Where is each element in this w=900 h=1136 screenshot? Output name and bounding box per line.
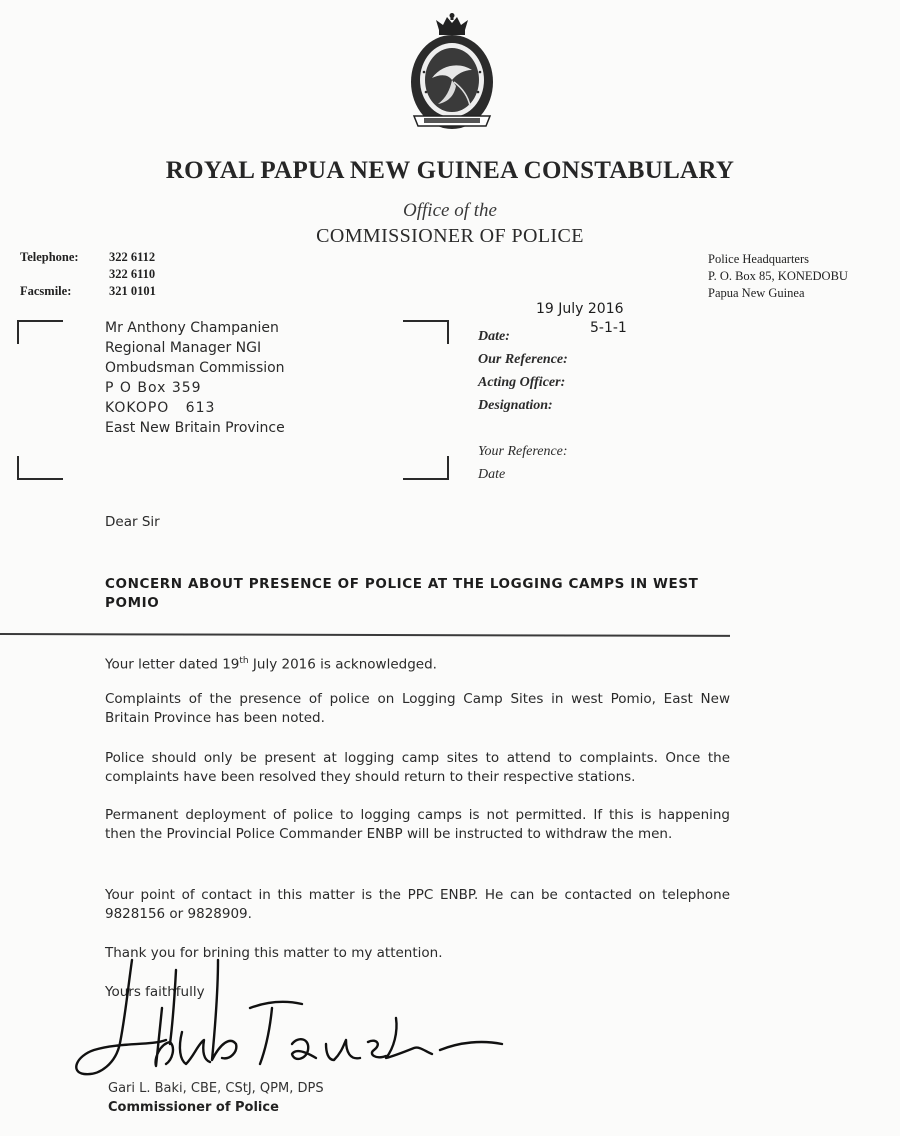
signatory-name: Gari L. Baki, CBE, CStJ, QPM, DPS: [108, 1081, 324, 1096]
your-reference-label: Your Reference:: [478, 444, 568, 459]
telephone-label: Telephone:: [20, 250, 79, 264]
office-of-label: Office of the: [403, 200, 497, 221]
divider-line: [0, 633, 730, 638]
addressee-line: KOKOPO 613: [105, 400, 216, 416]
date-label: Date:: [478, 329, 510, 344]
your-date-label: Date: [478, 467, 506, 482]
facsimile-number: 321 0101: [109, 284, 156, 298]
addressee-line: Mr Anthony Champanien: [105, 320, 279, 336]
salutation: Dear Sir: [105, 514, 160, 530]
addressee-block: [105, 318, 285, 438]
paragraph-complaints: Complaints of the presence of police on Logging Camp Sites in west Pomio, East New Britain Province has been noted.: [105, 691, 730, 726]
telephone-number-1: 322 6112: [109, 250, 156, 264]
paragraph-acknowledgement: [105, 652, 730, 675]
paragraph-police-presence: Police should only be present at logging camp sites to attend to complaints. Once the complaints have been resolved they should return to their respective stations.: [105, 750, 730, 785]
handwritten-signature: [70, 948, 510, 1098]
constabulary-crest-logo: [402, 12, 502, 140]
address-window-corner-top-left: [17, 320, 63, 344]
address-window-corner-bottom-left: [17, 456, 63, 480]
organisation-title: ROYAL PAPUA NEW GUINEA CONSTABULARY: [165, 157, 735, 184]
hq-address-line-1: Police Headquarters: [708, 252, 810, 266]
paragraph-deployment: Permanent deployment of police to logging camps is not permitted. If this is happening then the Provincial Police Commander ENBP will be instructed to withdraw the men.: [105, 807, 730, 842]
p1-ordinal-suffix: th: [239, 656, 249, 666]
addressee-line: P O Box 359: [105, 380, 202, 396]
p1-text-end: July 2016 is acknowledged.: [248, 656, 437, 673]
address-window-corner-top-right: [403, 320, 449, 344]
facsimile-label: Facsmile:: [20, 284, 72, 298]
paragraph-contact: Your point of contact in this matter is the PPC ENBP. He can be contacted on telephone 9828156 or 9828909.: [105, 887, 730, 922]
p1-text-start: Your letter dated 19: [105, 656, 240, 673]
paragraph-thanks: Thank you for brining this matter to my attention.: [105, 945, 443, 961]
our-reference-value: 5-1-1: [590, 320, 627, 336]
signatory-title: Commissioner of Police: [108, 1100, 279, 1115]
office-name: COMMISSIONER OF POLICE: [316, 225, 584, 247]
address-window-corner-bottom-right: [403, 456, 449, 480]
addressee-line: East New Britain Province: [105, 420, 285, 436]
addressee-line: Regional Manager NGI: [105, 340, 262, 356]
hq-address-line-2: P. O. Box 85, KONEDOBU: [708, 269, 848, 283]
our-reference-label: Our Reference:: [478, 352, 568, 367]
addressee-line: Ombudsman Commission: [105, 360, 285, 376]
subject-heading: CONCERN ABOUT PRESENCE OF POLICE AT THE LOGGING CAMPS IN WEST POMIO: [105, 576, 699, 611]
acting-officer-label: Acting Officer:: [478, 375, 566, 390]
telephone-number-2: 322 6110: [109, 267, 156, 281]
date-value: 19 July 2016: [536, 301, 624, 317]
closing: Yours faithfully: [105, 984, 205, 1000]
designation-label: Designation:: [478, 398, 553, 413]
hq-address-line-3: Papua New Guinea: [708, 286, 805, 300]
